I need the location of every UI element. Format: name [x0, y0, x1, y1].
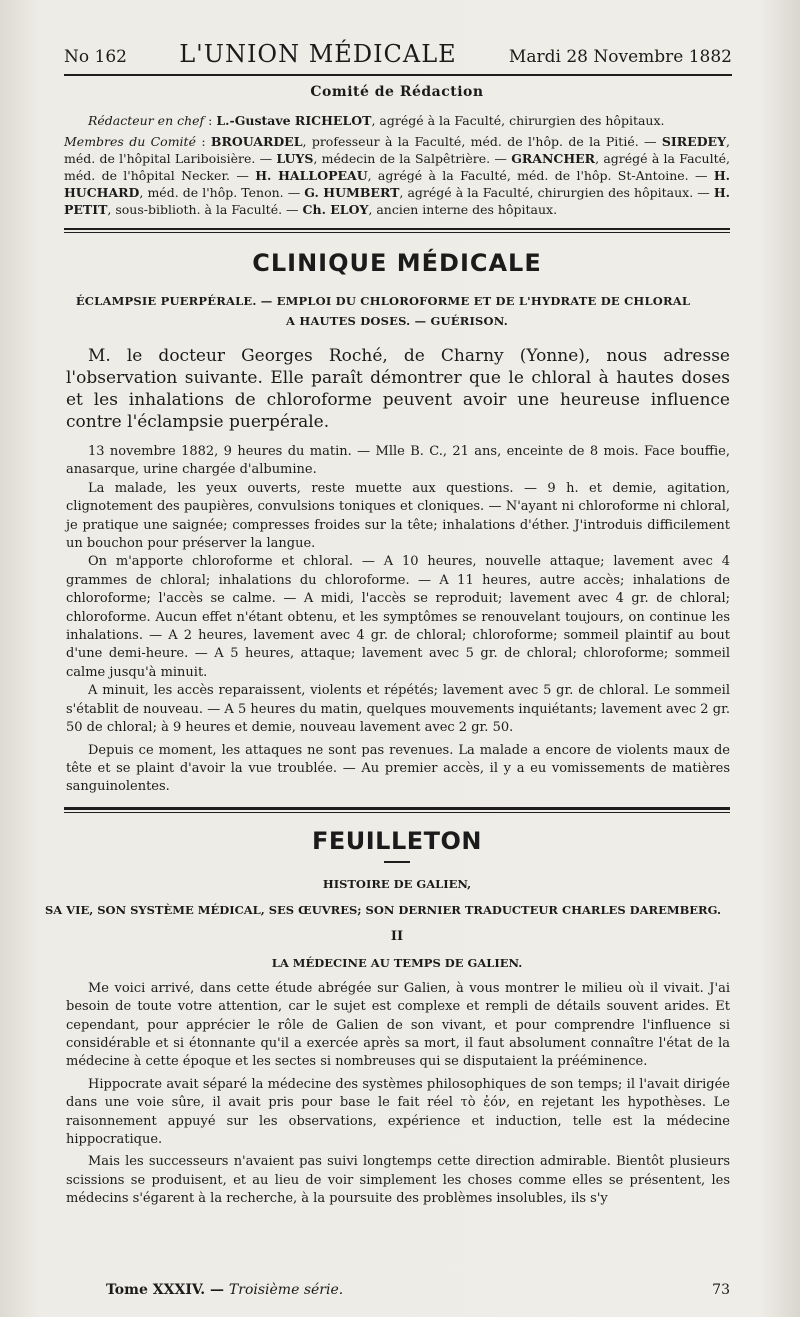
- member-name: GRANCHER: [511, 151, 596, 166]
- feuilleton-divider: [64, 807, 730, 813]
- member-desc: , agrégé à la Faculté, méd. de l'hôpital Necker. —: [64, 151, 731, 183]
- issue-date: Mardi 28 Novembre 1882: [508, 47, 732, 67]
- member-name: Ch. ELOY: [302, 202, 369, 217]
- feuilleton-body: [66, 980, 730, 1209]
- clinique-body: [66, 443, 730, 797]
- paragraph: Hippocrate avait séparé la médecine des systèmes philosophiques de son temps; il l'avait dirigée dans une voie sûre, il avait pris pour base le fait réel τὸ ἐόν, en rejetant les hypothèses. Le raisonnement appuyé sur les observations, expérience et induction, telle est la médecine hippocratique.: [66, 1076, 730, 1147]
- chapter-title: LA MÉDECINE AU TEMPS DE GALIEN.: [271, 955, 523, 970]
- feuilleton-title: FEUILLETON: [311, 826, 483, 855]
- series-label: Troisième série.: [228, 1282, 344, 1298]
- member-desc: , sous-biblioth. à la Faculté. —: [107, 202, 303, 217]
- paragraph: Mais les successeurs n'avaient pas suivi longtemps cette direction admirable. Bientôt plusieurs scissions se produisent, et au lieu de voir simplement les choses comme elles se présentent, les médecins s'égarent à la recherche, à la poursuite des problèmes insolubles, ils s'y: [66, 1154, 730, 1207]
- title-underline: [384, 861, 410, 863]
- tome-number: Tome XXXIV. —: [106, 1282, 229, 1298]
- members-line: Membres du Comité : BROUARDEL, professeur à la Faculté, méd. de l'hôp. de la Pitié. — SIREDEY, méd. de l'hôpital Lariboisière. — LUYS, médecin de la Salpêtrière. — GRANCHER, agrégé à la Faculté, méd. de l'hôpital Necker. — H. HALLOPEAU, agrégé à la Faculté, méd. de l'hôp. St-Antoine. — H. HUCHARD, méd. de l'hôp. Tenon. — G. HUMBERT, agrégé à la Faculté, chirurgien des hôpitaux. — H. PETIT, sous-biblioth. à la Faculté. — Ch. ELOY, ancien interne des hôpitaux.: [64, 134, 731, 217]
- paragraph: La malade, les yeux ouverts, reste muette aux questions. — 9 h. et demie, agitation, clignotement des paupières, convulsions toniques et cloniques. — N'ayant ni chloroforme ni chloral, je pratique une saignée; compresses froides sur la tête; inhalations d'éther. J'introduis difficilement un bouchon pour préserver la langue.: [66, 480, 730, 552]
- tome-line: [106, 1282, 343, 1298]
- member-name: H. PETIT: [64, 185, 730, 217]
- page-footer: [36, 1282, 730, 1298]
- article-subhead-line-2: A HAUTES DOSES. — GUÉRISON.: [286, 314, 508, 328]
- member-desc: , méd. de l'hôpital Lariboisière. —: [64, 134, 730, 166]
- member-name: LUYS: [276, 151, 314, 166]
- journal-title: L'UNION MÉDICALE: [179, 40, 457, 68]
- members-role: Membres du Comité: [64, 134, 196, 149]
- page-number: 73: [712, 1282, 730, 1298]
- committee-heading: Comité de Rédaction: [310, 84, 484, 100]
- member-desc: , agrégé à la Faculté, méd. de l'hôp. St-Antoine. —: [367, 168, 714, 183]
- member-name: H. HUCHARD: [64, 168, 730, 200]
- member-desc: , médecin de la Salpêtrière. —: [313, 151, 512, 166]
- member-name: H. HALLOPEAU: [255, 168, 368, 183]
- chapter-number: II: [390, 928, 404, 944]
- paragraph: Depuis ce moment, les attaques ne sont pas revenues. La malade a encore de violents maux de tête et se plaint d'avoir la vue troublée. — Au premier accès, il y a eu vomissements de matières sanguinolentes.: [66, 742, 730, 795]
- feuilleton-subtitle: HISTOIRE DE GALIEN,: [322, 876, 472, 891]
- section-divider: [64, 228, 730, 233]
- member-name: G. HUMBERT: [304, 185, 400, 200]
- editor-name: L.-Gustave RICHELOT: [216, 113, 372, 128]
- feuilleton-subtitle-wide: SA VIE, SON SYSTÈME MÉDICAL, SES ŒUVRES; SON DERNIER TRADUCTEUR CHARLES DAREMBERG.: [44, 902, 722, 917]
- editor-desc: , agrégé à la Faculté, chirurgien des hôpitaux.: [371, 113, 665, 128]
- article-subhead-line-1: ÉCLAMPSIE PUERPÉRALE. — EMPLOI DU CHLOROFORME ET DE L'HYDRATE DE CHLORAL: [75, 294, 691, 308]
- member-name: BROUARDEL: [210, 134, 303, 149]
- editor-line: Rédacteur en chef : L.-Gustave RICHELOT, agrégé à la Faculté, chirurgien des hôpitaux.: [88, 113, 665, 128]
- paragraph: A minuit, les accès reparaissent, violents et répétés; lavement avec 5 gr. de chloral. Le sommeil s'établit de nouveau. — A 5 heures du matin, quelques mouvements inquiétants; lavement avec 2 gr. 50 de chloral; à 9 heures et demie, nouveau lavement avec 2 gr. 50.: [66, 683, 730, 736]
- issue-number: No 162: [64, 47, 127, 67]
- paragraph: 13 novembre 1882, 9 heures du matin. — Mlle B. C., 21 ans, enceinte de 8 mois. Face bouffie, anasarque, urine chargée d'albumine.: [66, 444, 730, 478]
- paragraph: On m'apporte chloroforme et chloral. — A 10 heures, nouvelle attaque; lavement avec 4 grammes de chloral; inhalations du chloroforme. — A 11 heures, autre accès; inhalations de chloroforme; l'accès se calme. — A midi, l'accès se reproduit; lavement avec 4 gr. de chloral; chloroforme. Aucun effet n'étant obtenu, et les symptômes se renouvelant toujours, on continue les inhalations. — A 2 heures, lavement avec 4 gr. de chloral; chloroforme; sommeil plaintif au bout d'une demi-heure. — A 5 heures, attaque; lavement avec 5 gr. de chloral; chloroforme; sommeil calme jusqu'à minuit.: [66, 554, 730, 680]
- editor-role: Rédacteur en chef: [88, 113, 205, 128]
- article-lead: M. le docteur Georges Roché, de Charny (Yonne), nous adresse l'observation suivante. Elle paraît démontrer que le chloral à hautes doses et les inhalations de chloroforme peuvent avoir une heureuse influence contre l'éclampsie puerpérale.: [66, 346, 730, 432]
- member-desc: , méd. de l'hôp. Tenon. —: [139, 185, 305, 200]
- member-name: SIREDEY: [661, 134, 726, 149]
- member-desc: , professeur à la Faculté, méd. de l'hôp. de la Pitié. —: [302, 134, 662, 149]
- member-desc: , agrégé à la Faculté, chirurgien des hôpitaux. —: [399, 185, 714, 200]
- member-desc: , ancien interne des hôpitaux.: [368, 202, 558, 217]
- masthead: [64, 0, 732, 76]
- editorial-committee: [64, 84, 730, 218]
- paragraph: Me voici arrivé, dans cette étude abrégée sur Galien, à vous montrer le milieu où il vivait. J'ai besoin de toute votre attention, car le sujet est complexe et rempli de détails souvent arides. Et cependant, pour apprécier le rôle de Galien de son vivant, et pour comprendre l'influence si considérable et si étonnante qu'il a exercée après sa mort, il faut absolument connaître l'état de la médecine à cette époque et les sectes si nombreuses qui se disputaient la prééminence.: [66, 980, 730, 1070]
- clinique-title: CLINIQUE MÉDICALE: [252, 249, 542, 277]
